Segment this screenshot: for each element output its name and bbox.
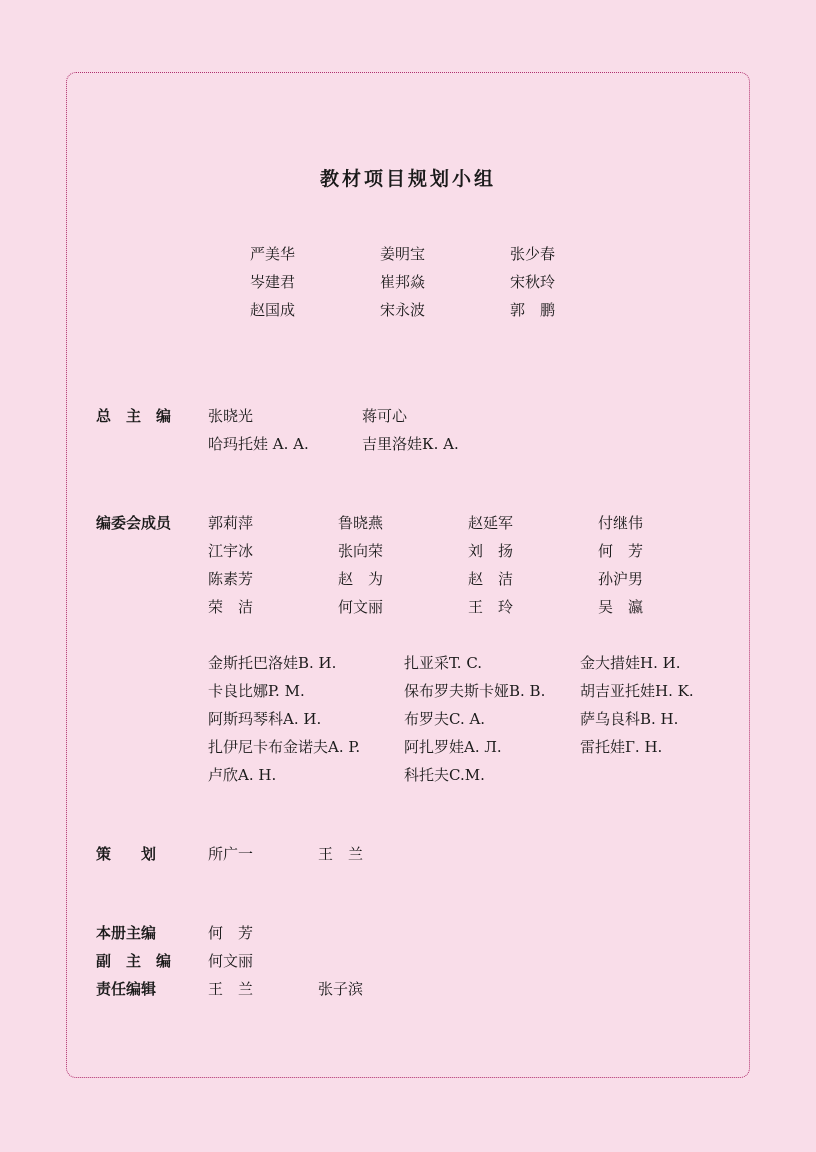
deputy-editor-name: 何文丽 <box>208 952 254 970</box>
planning-member: 崔邦焱 <box>380 273 426 291</box>
responsible-editor-label: 责任编辑 <box>96 980 157 998</box>
committee-member: 赵延军 <box>468 514 514 532</box>
committee-member: 何文丽 <box>338 598 384 616</box>
editor-name: 张晓光 <box>208 407 254 425</box>
committee-member: 王 玲 <box>468 598 514 616</box>
committee-member: 何 芳 <box>598 542 644 560</box>
committee-member: 刘 扬 <box>468 542 514 560</box>
responsible-editor-name: 王 兰 <box>208 980 254 998</box>
committee-foreign-member: 胡吉亚托娃H. K. <box>580 682 694 700</box>
planning-member: 赵国成 <box>250 301 296 319</box>
committee-member: 赵 为 <box>338 570 384 588</box>
planning-label: 策 划 <box>96 845 157 863</box>
committee-foreign-member: 阿斯玛琴科A. И. <box>208 710 322 728</box>
planning-name: 王 兰 <box>318 845 364 863</box>
page-border <box>66 72 750 1078</box>
committee-member: 张向荣 <box>338 542 384 560</box>
committee-member: 陈素芳 <box>208 570 254 588</box>
planning-name: 所广一 <box>208 845 254 863</box>
committee-member: 江宇冰 <box>208 542 254 560</box>
committee-member: 鲁晓燕 <box>338 514 384 532</box>
committee-foreign-member: 萨乌良科B. H. <box>580 710 679 728</box>
committee-foreign-member: 扎亚采T. C. <box>404 654 483 672</box>
planning-member: 严美华 <box>250 245 296 263</box>
editor-name: 哈玛托娃 A. A. <box>208 435 309 453</box>
planning-member: 张少春 <box>510 245 556 263</box>
page-title: 教材项目规划小组 <box>319 168 496 190</box>
committee-foreign-member: 阿扎罗娃A. Л. <box>404 738 502 756</box>
committee-foreign-member: 金斯托巴洛娃B. И. <box>208 654 337 672</box>
editor-in-chief-label: 总 主 编 <box>96 407 172 425</box>
committee-foreign-member: 科托夫C.M. <box>404 766 485 784</box>
committee-member: 付继伟 <box>598 514 644 532</box>
committee-foreign-member: 卡良比娜P. M. <box>208 682 305 700</box>
committee-member: 孙沪男 <box>598 570 644 588</box>
committee-foreign-member: 扎伊尼卡布金诺夫A. P. <box>208 738 361 756</box>
committee-foreign-member: 卢欣A. H. <box>208 766 277 784</box>
committee-member: 郭莉萍 <box>208 514 254 532</box>
committee-member: 赵 洁 <box>468 570 514 588</box>
committee-member: 吴 瀛 <box>598 598 644 616</box>
volume-editor-label: 本册主编 <box>96 924 157 942</box>
committee-foreign-member: 布罗夫C. A. <box>404 710 486 728</box>
committee-foreign-member: 雷托娃Г. H. <box>580 738 663 756</box>
volume-editor-name: 何 芳 <box>208 924 254 942</box>
responsible-editor-name: 张子滨 <box>318 980 364 998</box>
deputy-editor-label: 副 主 编 <box>96 952 172 970</box>
editor-name: 吉里洛娃К. A. <box>362 435 459 453</box>
planning-member: 郭 鹏 <box>510 301 556 319</box>
committee-foreign-member: 金大措娃H. И. <box>580 654 681 672</box>
committee-member: 荣 洁 <box>208 598 254 616</box>
editor-name: 蒋可心 <box>362 407 408 425</box>
planning-member: 宋永波 <box>380 301 426 319</box>
committee-foreign-member: 保布罗夫斯卡娅B. B. <box>404 682 546 700</box>
committee-label: 编委会成员 <box>96 514 172 532</box>
planning-member: 宋秋玲 <box>510 273 556 291</box>
planning-member: 岑建君 <box>250 273 296 291</box>
planning-member: 姜明宝 <box>380 245 426 263</box>
